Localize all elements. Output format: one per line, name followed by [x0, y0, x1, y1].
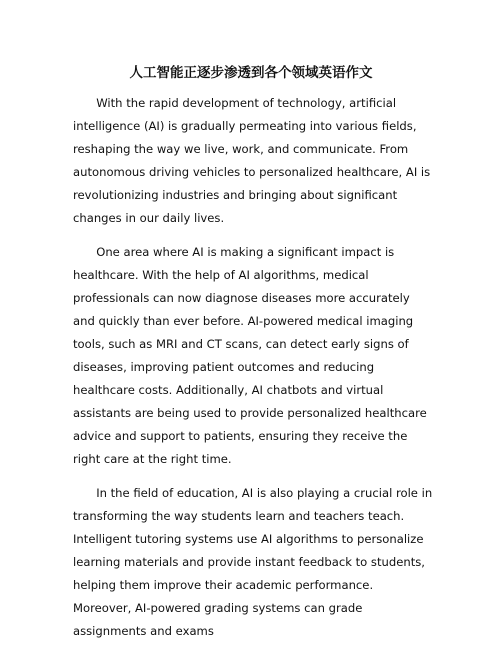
document-title: 人工智能正逐步渗透到各个领域英语作文 [129, 65, 373, 81]
paragraph-intro: With the rapid development of technology, artificial intelligence (AI) is gradually permeating into various fields, reshaping the way we live, work, and communicate. From autonomous driving vehicles to personalized healthcare, AI is revolutionizing industries and bringing about significant changes in our daily lives. [73, 96, 431, 226]
paragraph-healthcare: One area where AI is making a significant impact is healthcare. With the help of AI algorithms, medical professionals can now diagnose diseases more accurately and quickly than ever before. AI-powered medical imaging tools, such as MRI and CT scans, can detect early signs of diseases, improving patient outcomes and reducing healthcare costs. Additionally, AI chatbots and virtual assistants are being used to provide personalized healthcare advice and support to patients, ensuring they receive the right care at the right time. [73, 244, 427, 467]
paragraph-education: In the field of education, AI is also playing a crucial role in transforming the way students learn and teachers teach. Intelligent tutoring systems use AI algorithms to personalize learning materials and provide instant feedback to students, helping them improve their academic performance. Moreover, AI-powered grading systems can grade assignments and exams [73, 485, 433, 639]
document-body [73, 92, 433, 653]
